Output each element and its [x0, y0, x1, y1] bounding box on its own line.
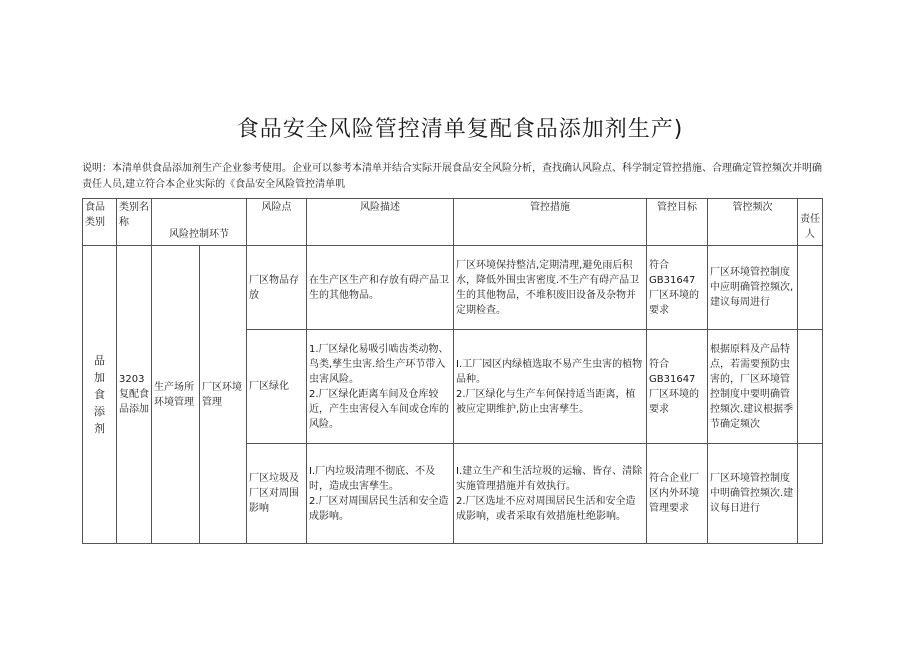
header-target: 管控目标 [647, 199, 708, 246]
target-cell: 符合GB31647厂区环境的要求 [647, 330, 708, 444]
owner-cell [798, 444, 823, 544]
owner-cell [798, 330, 823, 444]
page-title: 食品安全风险管控清单复配食品添加剂生产) [236, 117, 684, 142]
intro-text: 说明：本清单供食品添加剂生产企业参考使用。企业可以参考本清单并结合实际开展食品安全风险分析，查找确认风险点、科学制定管控措施、合理确定管控频次并明确责任人员,建立符合本企业实际的《食品安全风险管控清单叽 [82, 163, 822, 190]
class-name-cell: 3203复配食品添加 [117, 246, 152, 544]
risk-desc-cell: 在生产区生产和存放有碍产品卫生的其他物品。 [307, 246, 454, 330]
header-owner: 责任人 [798, 199, 823, 246]
frequency-cell: 厂区环境管控制度中应明确管控频次,建议每周进行 [708, 246, 798, 330]
header-category: 食品 类别 [83, 199, 117, 246]
header-control-link: 风险控制环节 [152, 199, 247, 246]
target-cell: 符合GB31647厂区环境的要求 [647, 246, 708, 330]
category-cell: 品 加 食 添 剂 [83, 246, 117, 544]
header-measures: 管控措施 [454, 199, 647, 246]
frequency-cell: 根据原料及产品特点，若需要预防虫害的，厂区环境管控制度中要明确管控频次.建议根据季节确定频次 [708, 330, 798, 444]
risk-desc-cell: I.厂内垃圾清理不彻底、不及时，造成虫害孳生。 2.厂区对周围居民生活和安全造成影响。 [307, 444, 454, 544]
owner-cell [798, 246, 823, 330]
measures-cell: I.建立生产和生活垃圾的运输、皆存、清除实施管理措施并有效执行。 2.厂区选址不应对周围居民生活和安全造成影响，或者采取有效措施杜绝影响。 [454, 444, 647, 544]
control-link-cell: 生产场所环境管理 [152, 246, 200, 544]
risk-desc-cell: 1.厂区绿化易吸引啮齿类动物、鸟类,孳生虫害.给生产环节带入虫害风险。 2.厂区绿化距离车间及仓库较近，产生虫害侵入车间或仓库的风险。 [307, 330, 454, 444]
table-header-row [83, 199, 823, 246]
frequency-cell: 厂区环境管控制度中明确管控频次.建议每日进行 [708, 444, 798, 544]
risk-point-cell: 厂区绿化 [247, 330, 307, 444]
measures-cell: I.工厂园区内绿植选取不易产生虫害的植物品种。 2.厂区绿化与生产车何保持适当距离，植被应定期维护,防止虫害孳生。 [454, 330, 647, 444]
risk-point-cell: 厂区物品存放 [247, 246, 307, 330]
header-risk-desc: 风险描述 [307, 199, 454, 246]
table-row [83, 246, 823, 330]
header-risk-point: 风险点 [247, 199, 307, 246]
header-class-name: 类别名 称 [117, 199, 152, 246]
target-cell: 符合企业厂区内外环境管理要求 [647, 444, 708, 544]
header-frequency: 管控频次 [708, 199, 798, 246]
measures-cell: 厂区环境保持整洁,定期清理,避免雨后积水，降低外围虫害密度.不生产有碍产品卫生的其他物品，不堆积废旧设备及杂物并定期检查。 [454, 246, 647, 330]
control-link-sub-cell: 厂区环境管理 [200, 246, 247, 544]
risk-control-table [82, 198, 823, 544]
risk-point-cell: 厂区垃圾及厂区对周围影响 [247, 444, 307, 544]
